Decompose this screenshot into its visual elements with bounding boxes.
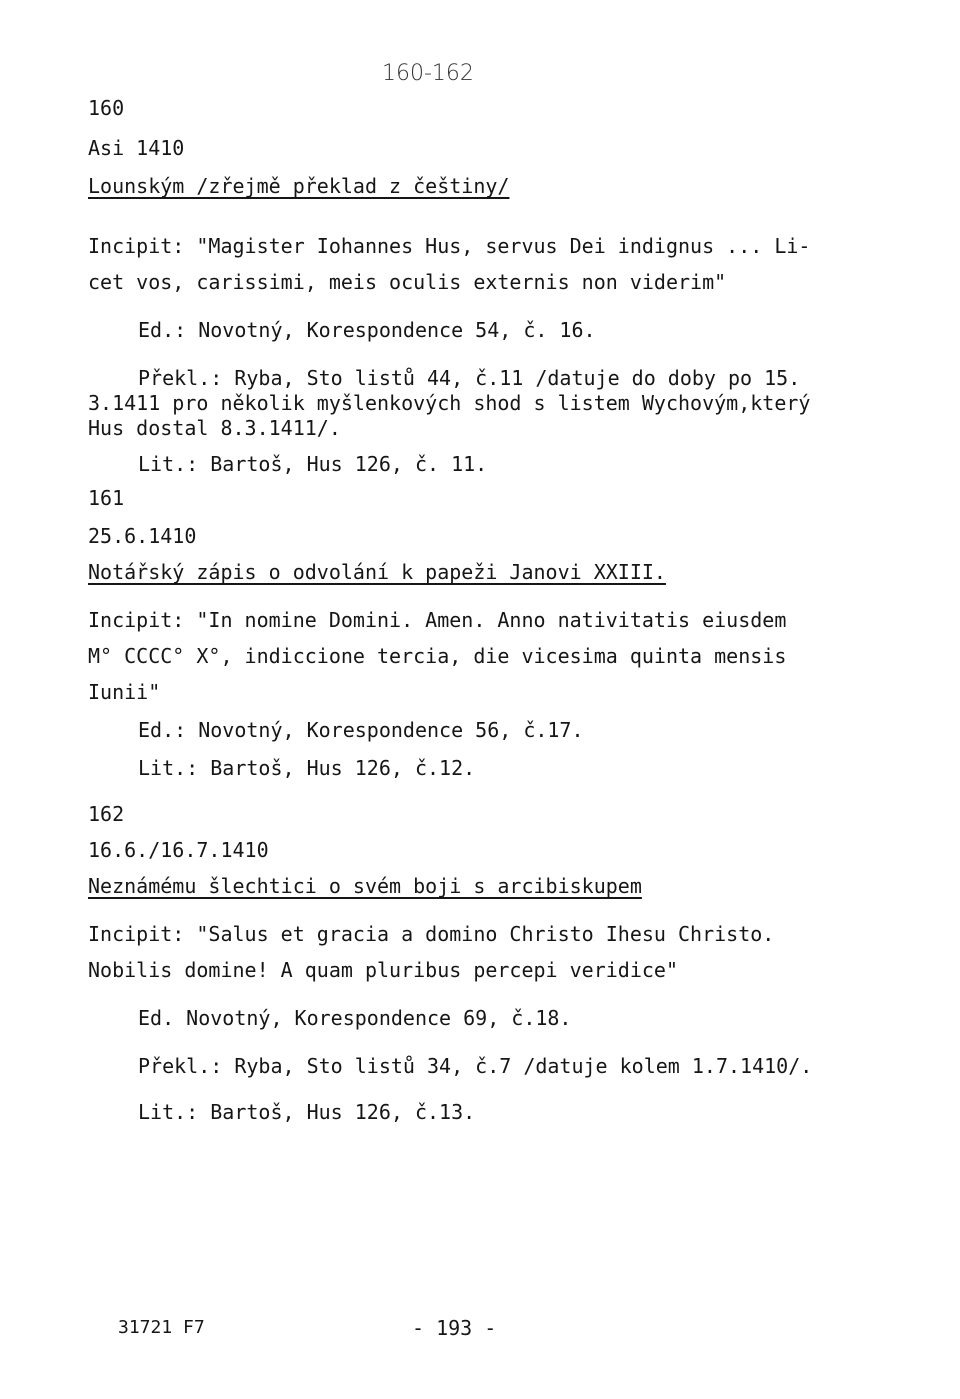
- incipit-line: Incipit: "Salus et gracia a domino Christo Ihesu Christo.: [88, 922, 775, 946]
- edition-line: Ed.: Novotný, Korespondence 56, č.17.: [138, 718, 584, 742]
- footer-code: 31721 F7: [118, 1317, 205, 1338]
- edition-line: Ed.: Novotný, Korespondence 54, č. 16.: [138, 318, 596, 342]
- entry-title: Neznámému šlechtici o svém boji s arcibiskupem: [88, 874, 642, 898]
- page-number: - 193 -: [412, 1316, 497, 1340]
- literature-line: Lit.: Bartoš, Hus 126, č.13.: [138, 1100, 476, 1124]
- translation-line: Překl.: Ryba, Sto listů 34, č.7 /datuje kolem 1.7.1410/.: [138, 1054, 813, 1078]
- entry-number: 161: [88, 486, 125, 510]
- handwritten-range: 160-162: [382, 61, 474, 86]
- entry-date: 25.6.1410: [88, 524, 197, 548]
- entry-date: 16.6./16.7.1410: [88, 838, 269, 862]
- translation-line: 3.1411 pro několik myšlenkových shod s listem Wychovým,který: [88, 391, 811, 415]
- entry-number: 160: [88, 96, 125, 120]
- incipit-line: cet vos, carissimi, meis oculis externis non viderim": [88, 270, 727, 294]
- incipit-line: Iunii": [88, 680, 161, 704]
- incipit-line: M° CCCC° X°, indiccione tercia, die vicesima quinta mensis: [88, 644, 787, 668]
- incipit-line: Incipit: "Magister Iohannes Hus, servus Dei indignus ... Li-: [88, 234, 811, 258]
- literature-line: Lit.: Bartoš, Hus 126, č. 11.: [138, 452, 488, 476]
- edition-line: Ed. Novotný, Korespondence 69, č.18.: [138, 1006, 572, 1030]
- entry-date: Asi 1410: [88, 136, 185, 160]
- translation-line: Hus dostal 8.3.1411/.: [88, 416, 341, 440]
- incipit-line: Incipit: "In nomine Domini. Amen. Anno nativitatis eiusdem: [88, 608, 787, 632]
- literature-line: Lit.: Bartoš, Hus 126, č.12.: [138, 756, 476, 780]
- entry-number: 162: [88, 802, 125, 826]
- translation-line: Překl.: Ryba, Sto listů 44, č.11 /datuje do doby po 15.: [138, 366, 801, 390]
- incipit-line: Nobilis domine! A quam pluribus percepi veridice": [88, 958, 679, 982]
- entry-title: Lounským /zřejmě překlad z češtiny/: [88, 174, 510, 198]
- entry-title: Notářský zápis o odvolání k papeži Janovi XXIII.: [88, 560, 666, 584]
